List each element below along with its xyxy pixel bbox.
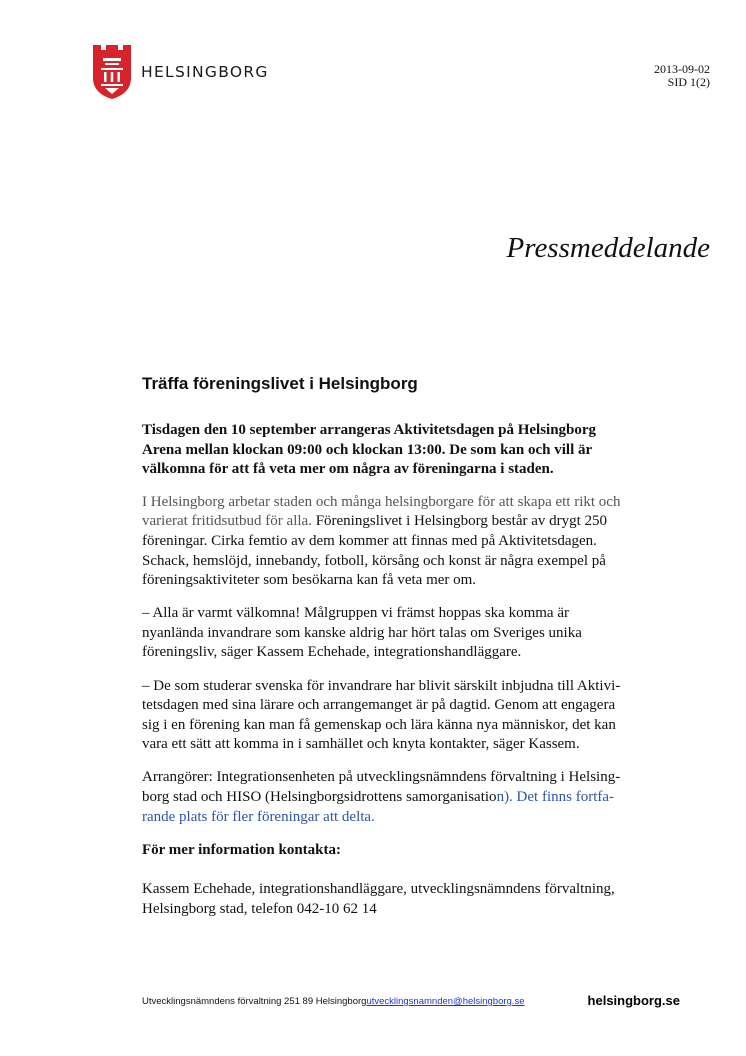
document-type: Pressmeddelande <box>506 232 710 264</box>
paragraph-4 <box>142 768 632 827</box>
brand-name: HELSINGBORG <box>141 63 269 81</box>
paragraph-2: – Alla är varmt välkomna! Målgruppen vi främst hoppas ska komma är nyanlända invandrare som kanske aldrig har hört talas om Sveriges unika föreningsliv, säger Kassem Echehade, integrationshandläggare. <box>142 605 582 661</box>
contact-heading: För mer information kontakta: <box>142 841 342 858</box>
contact-info: Kassem Echehade, integrationshandläggare, utvecklingsnämndens förvaltning, Helsingborg stad, telefon 042-10 62 14 <box>142 881 615 917</box>
page-number: SID 1(2) <box>667 75 710 89</box>
footer-website[interactable]: helsingborg.se <box>587 993 680 1008</box>
document-meta <box>654 63 710 89</box>
document-date: 2013-09-02 <box>654 62 710 76</box>
paragraph-4-start: Arrangörer: Integrationsenheten på utvecklingsnämndens förvaltning i Helsing-borg stad och HISO (Helsingborgsidrottens samorganisatio <box>142 769 621 805</box>
footer-address <box>142 996 524 1007</box>
footer-email-link[interactable]: utvecklingsnamnden@helsingborg.se <box>366 996 525 1007</box>
helsingborg-crest-logo <box>92 44 132 100</box>
lead-paragraph: Tisdagen den 10 september arrangeras Aktivitetsdagen på Helsingborg Arena mellan klockan 09:00 och klockan 13:00. De som kan och vill är välkomna för att få veta mer om några av föreningarna i staden. <box>142 422 597 478</box>
paragraph-3: – De som studerar svenska för invandrare har blivit särskilt inbjudna till Aktivi-tetsdagen med sina lärare och arrangemanget är på dagtid. Genom att engagera sig i en förening kan man få gemenskap och lära känna nya människor, det kan vara ett sätt att komma in i samhället och knyta kontakter, säger Kassem. <box>142 677 621 753</box>
paragraph-1-rest: Föreningslivet i Helsingborg består av drygt 250 föreningar. Cirka femtio av dem kommer att finnas med på Aktivitetsdagen. Schack, hemslöjd, innebandy, fotboll, körsång och konst är några exempel på föreningsaktiviteter som besökarna kan få veta mer om. <box>142 513 608 589</box>
footer-address-text: Utvecklingsnämndens förvaltning 251 89 Helsingborg <box>142 996 367 1007</box>
paragraph-4-end: n). Det finns fortfa-rande plats för fler föreningar att delta. <box>142 789 615 825</box>
paragraph-1-intro: I Helsingborg arbetar staden och många helsingborgare för att skapa ett rikt och varierat fritidsutbud för alla. <box>142 493 621 530</box>
press-headline: Träffa föreningslivet i Helsingborg <box>142 374 418 393</box>
press-body <box>142 421 632 933</box>
paragraph-1 <box>142 493 632 591</box>
